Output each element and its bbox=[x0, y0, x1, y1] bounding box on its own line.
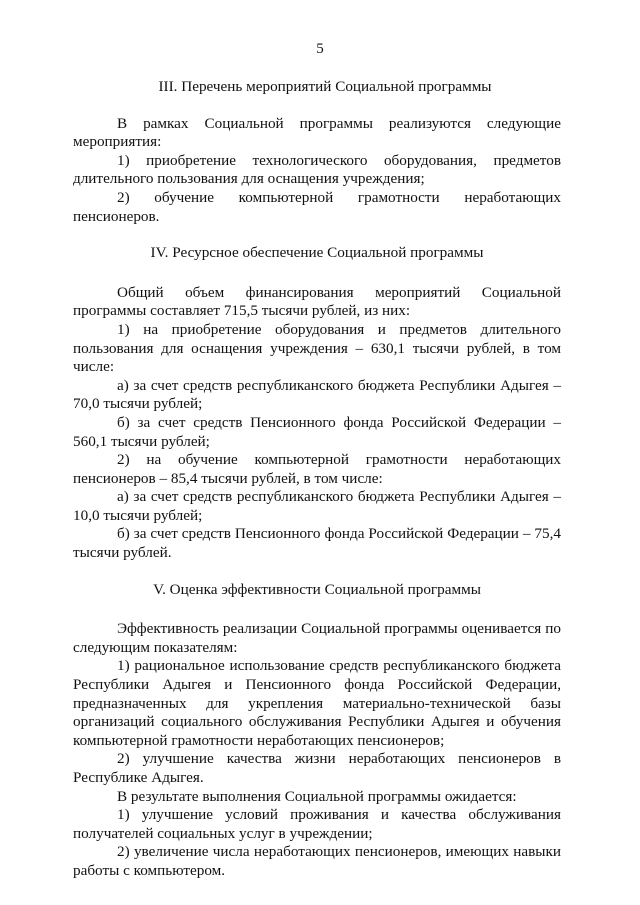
paragraph: а) за счет средств республиканского бюджета Республики Адыгея – 70,0 тысячи рублей; bbox=[73, 376, 561, 413]
document-body bbox=[73, 78, 561, 881]
paragraph: 1) улучшение условий проживания и качества обслуживания получателей социальных услуг в учреждении; bbox=[73, 806, 561, 842]
section-heading-resource-provision: IV. Ресурсное обеспечение Социальной программы bbox=[150, 244, 484, 262]
paragraph: Общий объем финансирования мероприятий Социальной программы составляет 715,5 тысячи рублей, из них: bbox=[73, 283, 561, 320]
paragraph: б) за счет средств Пенсионного фонда Российской Федерации – 75,4 тысячи рублей. bbox=[73, 525, 561, 562]
page-number: 5 bbox=[316, 41, 324, 57]
section-heading-resources-list: III. Перечень мероприятий Социальной программы bbox=[158, 78, 492, 95]
paragraph: В результате выполнения Социальной программы ожидается: bbox=[117, 787, 517, 805]
paragraph: В рамках Социальной программы реализуются следующие мероприятия: bbox=[73, 114, 561, 151]
section-heading-effectiveness: V. Оценка эффективности Социальной программы bbox=[153, 580, 481, 598]
paragraph: 1) приобретение технологического оборудования, предметов длительного пользования для оснащения учреждения; bbox=[73, 151, 561, 188]
paragraph: 1) на приобретение оборудования и предметов длительного пользования для оснащения учреждения – 630,1 тысячи рублей, в том числе: bbox=[73, 320, 561, 376]
paragraph: 1) рациональное использование средств республиканского бюджета Республики Адыгея и Пенсионного фонда Российской Федерации, предназначенных для укрепления материально-технической базы организаций социального обслуживания Республики Адыгея и обучения компьютерной грамотности неработающих пенсионеров; bbox=[73, 657, 561, 749]
paragraph: а) за счет средств республиканского бюджета Республики Адыгея – 10,0 тысячи рублей; bbox=[73, 488, 561, 524]
paragraph: 2) улучшение качества жизни неработающих пенсионеров в Республике Адыгея. bbox=[73, 750, 561, 786]
paragraph: Эффективность реализации Социальной программы оценивается по следующим показателям: bbox=[73, 620, 561, 656]
paragraph: 2) на обучение компьютерной грамотности неработающих пенсионеров – 85,4 тысячи рублей, в том числе: bbox=[73, 451, 561, 487]
paragraph: 2) увеличение числа неработающих пенсионеров, имеющих навыки работы с компьютером. bbox=[73, 843, 561, 879]
paragraph: 2) обучение компьютерной грамотности неработающих пенсионеров. bbox=[73, 188, 561, 225]
paragraph: б) за счет средств Пенсионного фонда Российской Федерации – 560,1 тысячи рублей; bbox=[73, 413, 561, 450]
